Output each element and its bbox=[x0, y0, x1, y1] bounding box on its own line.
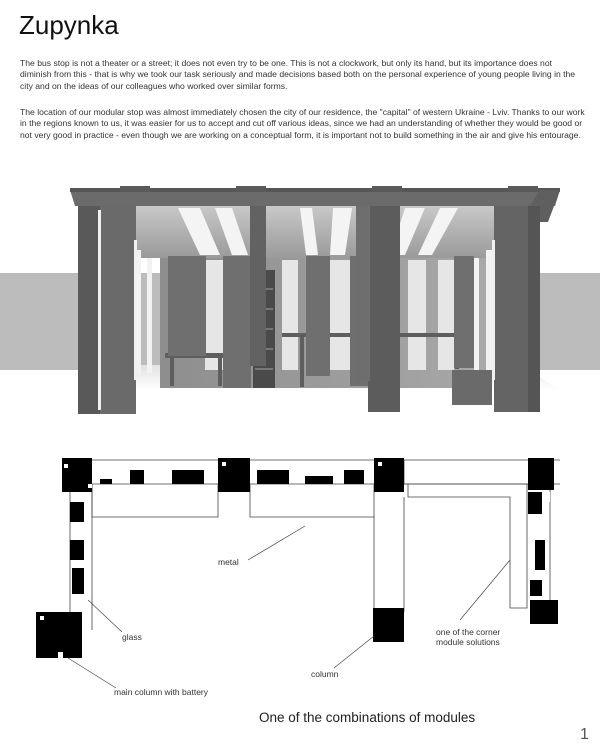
page-title: Zupynka bbox=[19, 10, 119, 40]
label-corner-module: one of the corner module solutions bbox=[436, 627, 501, 647]
plan-outlines bbox=[70, 460, 560, 630]
figure-caption: One of the combinations of modules bbox=[259, 710, 476, 725]
bus-stop-render bbox=[0, 180, 600, 430]
label-column: column bbox=[311, 669, 339, 679]
label-main-column: main column with battery bbox=[114, 687, 209, 697]
floor-plan bbox=[0, 440, 600, 710]
label-metal: metal bbox=[218, 557, 239, 567]
leader-lines bbox=[68, 526, 510, 688]
location-paragraph: The location of our modular stop was almost immediately chosen the city of our residence, the "capital" of western Ukraine - Lviv. Thanks to our work in the regions known to us, it was easier for us to accept and cut off various ideas, since we had an understanding of whether they would be good or not very good in practice - even though we are working on a conceptual form, it is important not to build something in the air and give his entourage. bbox=[20, 107, 585, 140]
ceiling bbox=[100, 206, 550, 258]
label-glass: glass bbox=[122, 632, 142, 642]
roof-slab bbox=[70, 190, 560, 206]
page-number: 1 bbox=[580, 726, 589, 743]
intro-paragraph: The bus stop is not a theater or a street; it does not even try to be one. This is not a clockwork, but only its hand, but its importance does not diminish from this - that is why we took our task seriously and made decisions based both on the personal experience of young people living in the city and on the ideas of our colleagues who worked over similar forms. bbox=[20, 58, 576, 91]
side-box bbox=[452, 370, 492, 405]
